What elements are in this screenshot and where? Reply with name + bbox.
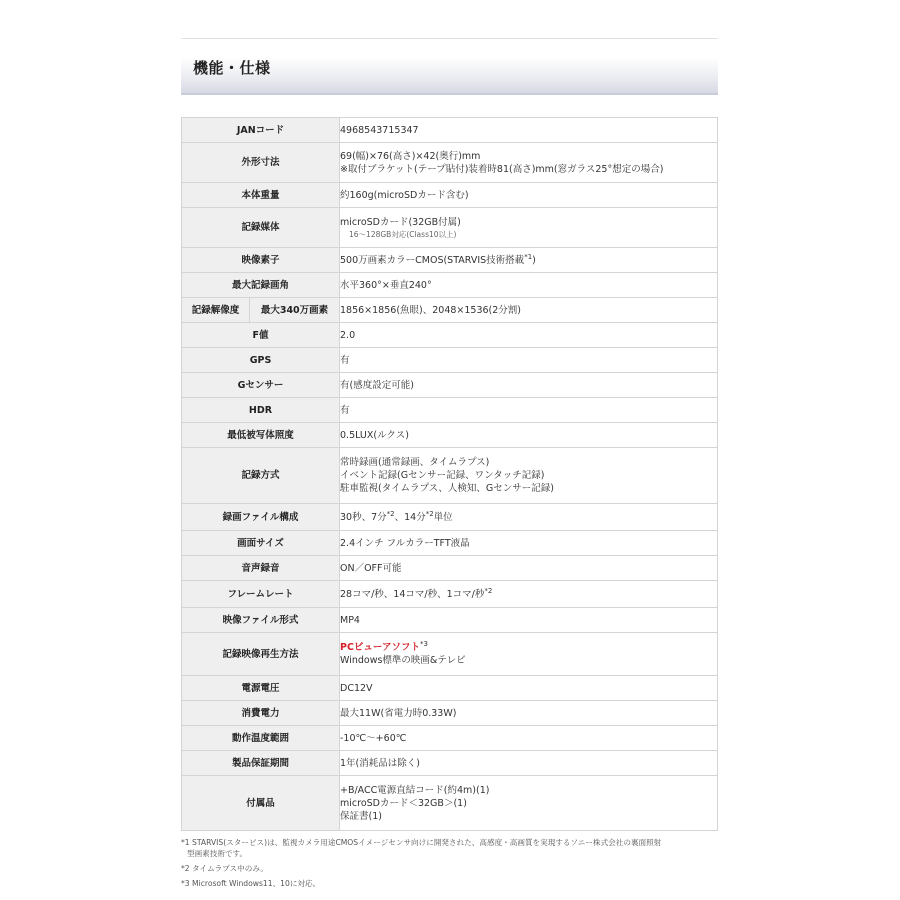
spec-key: 映像ファイル形式 [182,608,340,633]
spec-key: JANコード [182,118,340,143]
spec-row-hdr [182,398,718,423]
spec-row-sensor [182,248,718,273]
spec-key: 音声録音 [182,556,340,581]
spec-row-gsensor [182,373,718,398]
spec-key: 動作温度範囲 [182,726,340,751]
spec-value [340,633,718,676]
spec-row-temperature [182,726,718,751]
spec-row-screen [182,531,718,556]
pc-viewer-link[interactable]: PCビューアソフト [340,642,420,653]
value-text: 30秒、7分 [340,511,387,523]
footnote-ref: *1 [524,252,533,261]
spec-row-accessories [182,776,718,831]
spec-value: 2.4インチ フルカラーTFT液晶 [340,531,718,556]
spec-key: GPS [182,348,340,373]
footnote [181,837,721,859]
spec-value: 1年(消耗品は除く) [340,751,718,776]
spec-subkey: 最大340万画素 [250,298,340,323]
value-line: ※取付ブラケット(テープ貼付)装着時81(高さ)mm(窓ガラス25°想定の場合) [340,163,664,175]
spec-key: 付属品 [182,776,340,831]
spec-row-playback [182,633,718,676]
footnote-text: *1 STARVIS(スタービス)は、監視カメラ用途CMOSイメージセンサ向けに開発された、高感度・高画質を実現するソニー株式会社の裏面照射 [181,838,662,847]
value-line: 常時録画(通常録画、タイムラプス) [340,457,490,468]
spec-row-dimensions [182,143,718,183]
spec-value: 2.0 [340,323,718,348]
footnote-ref: *3 [419,640,428,648]
value-line: 駐車監視(タイムラプス、人検知、Gセンサー記録) [340,483,554,494]
footnote: *2 タイムラプス中のみ。 [181,864,268,873]
spec-key: 記録映像再生方法 [182,633,340,676]
value-line: 69(幅)×76(高さ)×42(奥行)mm [340,150,481,162]
spec-value: 約160g(microSDカード含む) [340,183,718,208]
spec-key: 記録方式 [182,448,340,504]
spec-value: DC12V [340,676,718,701]
spec-row-weight [182,183,718,208]
spec-value [340,208,718,248]
spec-key: 最低被写体照度 [182,423,340,448]
spec-row-power [182,701,718,726]
value-text: 、14分 [394,511,426,523]
spec-value: 最大11W(省電力時0.33W) [340,701,718,726]
spec-row-file-format [182,608,718,633]
spec-row-media [182,208,718,248]
spec-key: F値 [182,323,340,348]
spec-row-angle [182,273,718,298]
spec-value [340,448,718,504]
spec-table [181,117,718,831]
spec-value [340,143,718,183]
spec-value: 1856×1856(魚眼)、2048×1536(2分割) [340,298,718,323]
spec-key: 記録媒体 [182,208,340,248]
footnote-ref: *2 [425,509,434,518]
section-title: 機能・仕様 [193,59,271,77]
spec-key: 製品保証期間 [182,751,340,776]
section-header [181,39,718,95]
spec-key: 電源電圧 [182,676,340,701]
spec-key: 本体重量 [182,183,340,208]
value-line [340,641,717,654]
spec-row-warranty [182,751,718,776]
footnote: *3 Microsoft Windows11、10に対応。 [181,879,321,888]
spec-key: 消費電力 [182,701,340,726]
spec-value: ON／OFF可能 [340,556,718,581]
spec-row-recording-method [182,448,718,504]
spec-value: 有(感度設定可能) [340,373,718,398]
spec-row-audio [182,556,718,581]
spec-row-illumination [182,423,718,448]
spec-row-fvalue [182,323,718,348]
spec-key: 記録解像度 [182,298,250,323]
spec-value [340,776,718,831]
value-line: Windows標準の映画&テレビ [340,655,466,666]
spec-row-file-structure [182,504,718,531]
footnote-ref: *2 [386,509,395,518]
value-line: microSDカード＜32GB＞(1) [340,797,467,809]
spec-key: 最大記録画角 [182,273,340,298]
spec-value [340,581,718,608]
spec-row-resolution [182,298,718,323]
value-text: 単位 [433,511,453,523]
spec-value: 4968543715347 [340,118,718,143]
value-text: 28コマ/秒、14コマ/秒、1コマ/秒 [340,588,485,600]
value-line: 保証書(1) [340,810,382,822]
spec-value: 水平360°×垂直240° [340,273,718,298]
spec-row-framerate [182,581,718,608]
spec-row-jan [182,118,718,143]
section [181,38,718,95]
spec-key: 外形寸法 [182,143,340,183]
spec-value: -10℃～+60℃ [340,726,718,751]
value-subnote: 16～128GB対応(Class10以上) [349,229,457,239]
value-line: イベント記録(Gセンサー記録、ワンタッチ記録) [340,470,545,481]
spec-row-gps [182,348,718,373]
spec-value [340,504,718,531]
spec-key: 映像素子 [182,248,340,273]
spec-key: HDR [182,398,340,423]
value-line: microSDカード(32GB付属) [340,216,461,228]
spec-value [340,248,718,273]
value-text: 500万画素カラーCMOS(STARVIS技術搭載 [340,254,525,266]
spec-value: MP4 [340,608,718,633]
footnote-ref: *2 [484,586,493,595]
spec-key: Gセンサー [182,373,340,398]
value-line: +B/ACC電源直結コード(約4m)(1) [340,784,490,796]
footnote-text: 型画素技術です。 [187,849,248,858]
footnotes [181,837,721,893]
spec-value: 有 [340,398,718,423]
spec-key: 録画ファイル構成 [182,504,340,531]
spec-key: 画面サイズ [182,531,340,556]
value-text: ) [532,254,536,266]
spec-value: 有 [340,348,718,373]
spec-value: 0.5LUX(ルクス) [340,423,718,448]
spec-key: フレームレート [182,581,340,608]
spec-row-voltage [182,676,718,701]
